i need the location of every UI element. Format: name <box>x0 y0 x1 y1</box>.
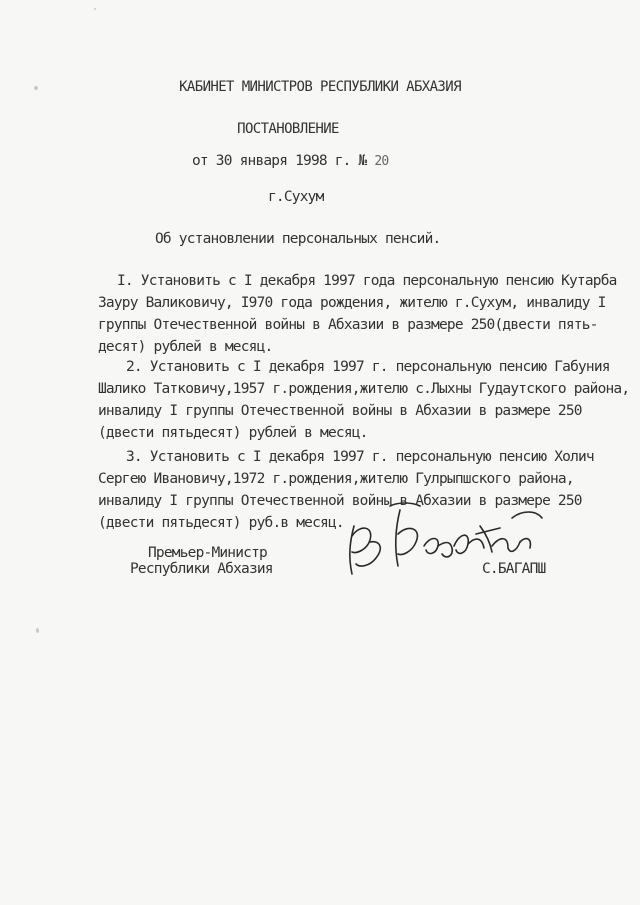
paragraph-1-line-4: десят) рублей в месяц. <box>98 339 273 355</box>
signatory-title-line-2: Республики Абхазия <box>130 561 273 577</box>
document-number: 20 <box>374 154 389 169</box>
issuer-heading: КАБИНЕТ МИНИСТРОВ РЕСПУБЛИКИ АБХАЗИЯ <box>179 79 461 95</box>
paragraph-2-line-3: инвалиду I группы Отечественной войны в Абхазии в размере 250 <box>98 403 582 419</box>
signatory-name: С.БАГАПШ <box>482 561 546 577</box>
date-text: от 30 января 1998 г. № <box>192 153 367 169</box>
place: г.Сухум <box>268 189 324 205</box>
paragraph-3-line-1: 3. Установить с I декабря 1997 г. персональную пенсию Холич <box>126 449 594 465</box>
scan-speck <box>36 628 39 633</box>
paragraph-2-line-2: Шалико Татковичу,1957 г.рождения,жителю с.Лыхны Гудаутского района, <box>98 381 630 397</box>
paragraph-2-line-1: 2. Установить с I декабря 1997 г. персональную пенсию Габуния <box>126 359 610 375</box>
scan-speck <box>94 8 96 10</box>
document-type: ПОСТАНОВЛЕНИЕ <box>237 121 339 137</box>
scan-speck <box>34 86 38 90</box>
paragraph-1-line-2: Зауру Валиковичу, I970 года рождения, жителю г.Сухум, инвалиду I <box>98 295 606 311</box>
paragraph-1-line-3: группы Отечественной войны в Абхазии в размере 250(двести пять- <box>98 317 598 333</box>
subject: Об установлении персональных пенсий. <box>155 231 441 247</box>
handwritten-signature <box>340 496 560 586</box>
paragraph-3-line-3: инвалиду I группы Отечественной войны в Абхазии в размере 250 <box>98 493 582 509</box>
paragraph-2-line-4: (двести пятьдесят) рублей в месяц. <box>98 425 368 441</box>
paragraph-3-line-4: (двести пятьдесят) руб.в месяц. <box>98 515 344 531</box>
paragraph-1-line-1: I. Установить с I декабря 1997 года персональную пенсию Кутарба <box>117 273 617 289</box>
date-line <box>192 152 388 171</box>
signatory-title-line-1: Премьер-Министр <box>148 545 267 561</box>
paragraph-3-line-2: Сергею Ивановичу,1972 г.рождения,жителю Гулрыпшского района, <box>98 471 574 487</box>
